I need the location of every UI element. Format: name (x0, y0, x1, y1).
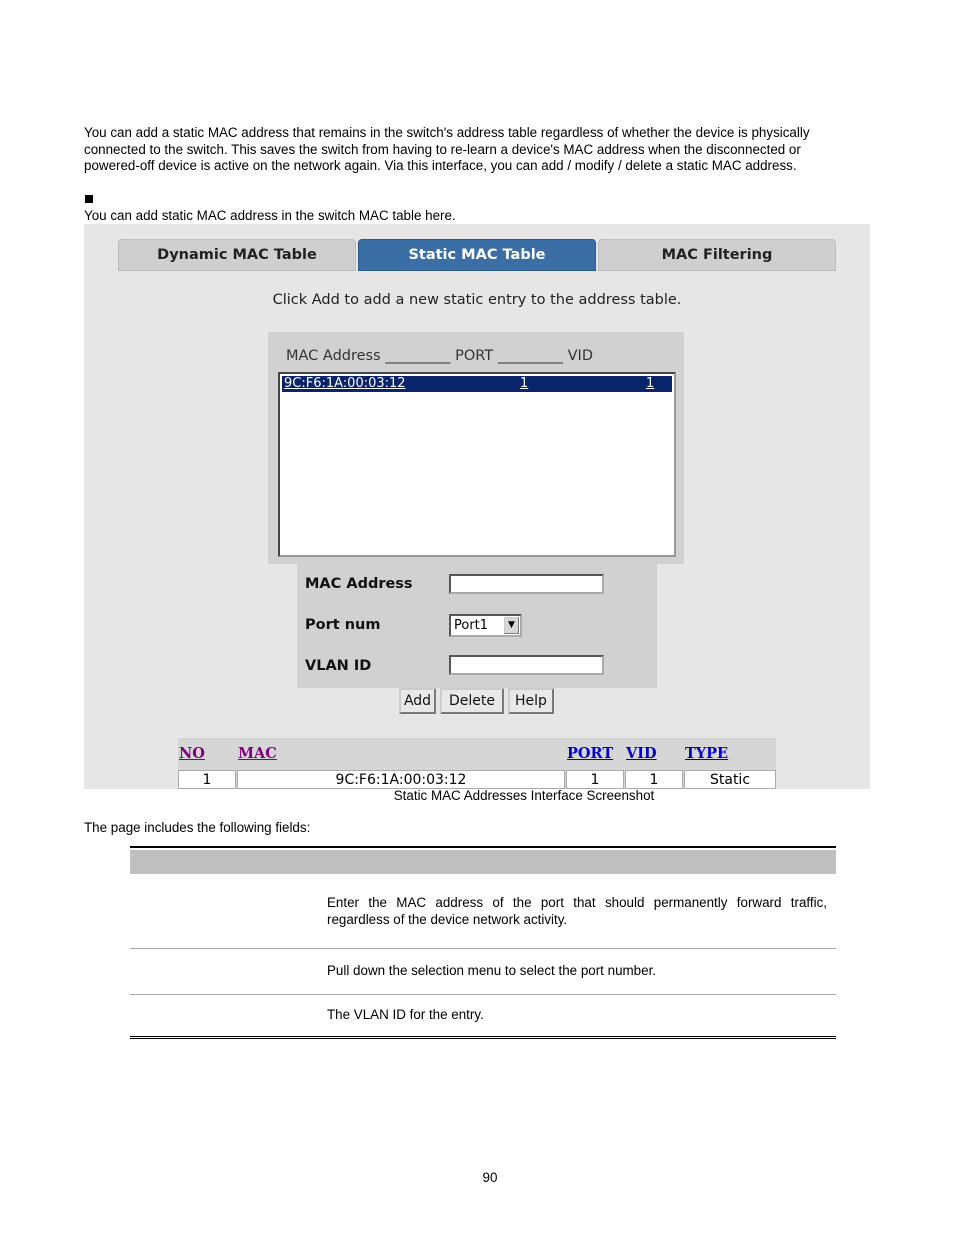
field-description-port: Pull down the selection menu to select the port number. (327, 963, 657, 978)
list-item-vid: 1 (646, 376, 655, 391)
port-num-label: Port num (305, 617, 381, 633)
page-number: 90 (482, 1170, 498, 1185)
chevron-down-icon[interactable]: ▼ (504, 617, 519, 634)
list-item-mac: 9C:F6:1A:00:03:12 (284, 376, 406, 391)
table-top-rule (130, 846, 836, 848)
static-entry-listbox[interactable] (278, 372, 676, 557)
tab-static-mac-table[interactable]: Static MAC Table (358, 239, 596, 271)
field-description-mac: Enter the MAC address of the port that should permanently forward traffic, regardless of the device network activity. (327, 895, 827, 927)
table-cell-vid: 1 (625, 770, 683, 789)
mac-address-label: MAC Address (305, 576, 413, 592)
port-num-select[interactable] (449, 614, 522, 637)
column-header-no[interactable]: NO (178, 740, 235, 767)
add-button[interactable]: Add (399, 688, 436, 714)
list-header: MAC Address _________ PORT _________ VID (286, 348, 593, 364)
intro-paragraph: You can add a static MAC address that remains in the switch's address table regardless of whether the device is physically connected to the switch. This saves the switch from having to re-learn a device's MAC address when the disconnected or powered-off device is active on the network again. Via this interface, you can add / modify / delete a static MAC address. (84, 125, 810, 173)
delete-button[interactable]: Delete (440, 688, 504, 714)
bullet-square-icon (85, 195, 93, 203)
column-header-vid[interactable]: VID (625, 740, 682, 767)
interface-screenshot (84, 224, 870, 789)
fields-intro: The page includes the following fields: (84, 820, 311, 835)
list-item-port: 1 (520, 376, 529, 391)
vlan-id-input[interactable] (449, 655, 604, 675)
column-header-port[interactable]: PORT (566, 740, 623, 767)
row-divider (130, 994, 836, 995)
table-cell-mac: 9C:F6:1A:00:03:12 (237, 770, 565, 789)
field-description-vlan: The VLAN ID for the entry. (327, 1007, 484, 1022)
table-cell-port: 1 (566, 770, 624, 789)
tab-dynamic-mac-table[interactable]: Dynamic MAC Table (118, 239, 356, 271)
vlan-id-label: VLAN ID (305, 658, 372, 674)
figure-caption: Static MAC Addresses Interface Screenshot (393, 788, 655, 803)
table-bottom-rule (130, 1036, 836, 1039)
hint-text: Click Add to add a new static entry to the address table. (272, 292, 682, 308)
table-header-row (130, 850, 836, 874)
column-header-mac[interactable]: MAC (237, 740, 564, 767)
column-header-type[interactable]: TYPE (684, 740, 775, 767)
mac-address-input[interactable] (449, 574, 604, 594)
port-num-value: Port1 (454, 618, 489, 633)
help-button[interactable]: Help (508, 688, 554, 714)
static-mac-table (178, 738, 776, 789)
static-entry-panel (268, 332, 684, 564)
list-item[interactable] (282, 376, 672, 392)
table-cell-type: Static (684, 770, 776, 789)
tab-mac-filtering[interactable]: MAC Filtering (598, 239, 836, 271)
row-divider (130, 948, 836, 949)
table-cell-no: 1 (178, 770, 236, 789)
sub-paragraph: You can add static MAC address in the switch MAC table here. (84, 208, 456, 223)
entry-form (297, 564, 657, 688)
